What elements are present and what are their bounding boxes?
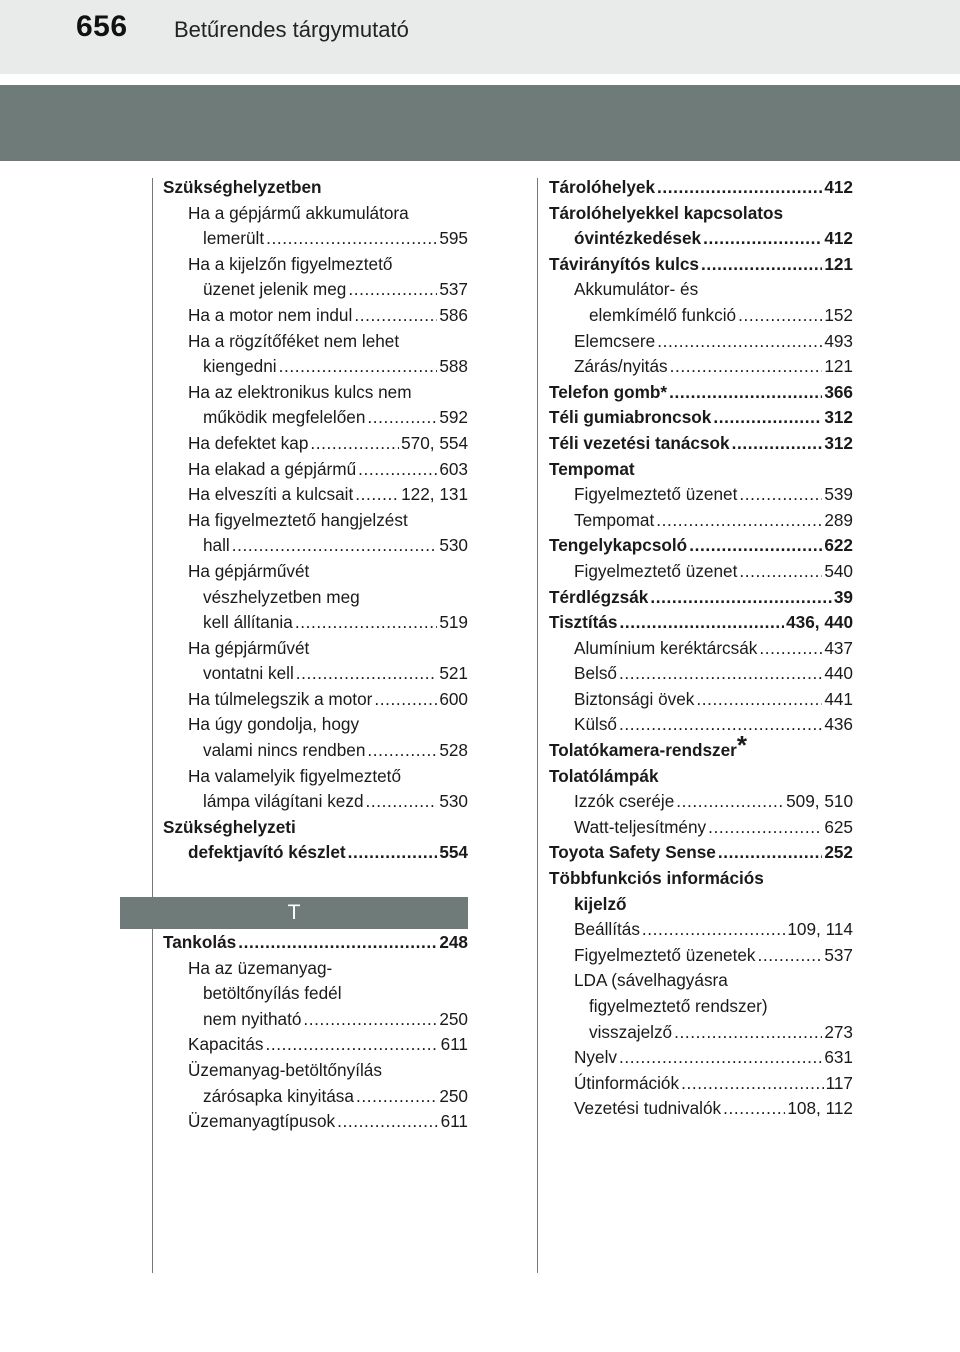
index-entry bbox=[163, 226, 468, 252]
page-reference: 441 bbox=[824, 688, 853, 709]
dot-leader bbox=[367, 738, 437, 764]
index-entry bbox=[163, 585, 468, 611]
index-term: Ha gépjárművét bbox=[188, 560, 310, 581]
index-entry bbox=[549, 1045, 853, 1071]
index-column-left-bottom bbox=[163, 930, 468, 1135]
dot-leader bbox=[295, 610, 438, 636]
index-term: működik megfelelően bbox=[203, 407, 366, 428]
dot-leader bbox=[759, 636, 822, 662]
page-reference: 631 bbox=[824, 1047, 853, 1068]
index-term: Ha az üzemanyag- bbox=[188, 957, 333, 978]
index-term: Tankolás bbox=[163, 932, 237, 952]
index-entry bbox=[549, 405, 853, 431]
page-reference: 117 bbox=[825, 1072, 853, 1093]
index-entry bbox=[163, 175, 468, 201]
index-entry bbox=[549, 303, 853, 329]
index-term: Figyelmeztető üzenet bbox=[574, 560, 738, 581]
index-column-left-top bbox=[163, 175, 468, 866]
index-term: Üzemanyagtípusok bbox=[188, 1111, 336, 1132]
page-reference: 39 bbox=[833, 586, 853, 607]
index-term: Alumínium keréktárcsák bbox=[574, 637, 758, 658]
index-entry bbox=[549, 661, 853, 687]
dot-leader bbox=[696, 687, 822, 713]
page-reference: 540 bbox=[824, 560, 853, 581]
index-entry bbox=[163, 252, 468, 278]
dot-leader bbox=[366, 789, 438, 815]
index-entry bbox=[163, 457, 468, 483]
index-term: vontatni kell bbox=[203, 663, 294, 684]
index-entry bbox=[549, 1020, 853, 1046]
page-reference: 121 bbox=[824, 253, 853, 274]
index-entry bbox=[163, 431, 468, 457]
index-entry bbox=[163, 1084, 468, 1110]
dot-leader bbox=[739, 559, 822, 585]
index-term: Vezetési tudnivalók bbox=[574, 1098, 722, 1119]
index-term: figyelmeztető rendszer) bbox=[589, 996, 768, 1016]
dot-leader bbox=[703, 226, 822, 252]
index-term: Térdlégzsák bbox=[549, 586, 649, 607]
index-term: Ha a gépjármű akkumulátora bbox=[188, 202, 409, 223]
dot-leader bbox=[358, 457, 437, 483]
index-entry bbox=[549, 277, 853, 303]
index-term: Ha figyelmeztető hangjelzést bbox=[188, 509, 408, 530]
dot-leader bbox=[337, 1109, 438, 1135]
page-reference: 312 bbox=[824, 432, 853, 453]
index-term: betöltőnyílás fedél bbox=[203, 983, 342, 1004]
index-entry bbox=[549, 610, 853, 636]
page-reference: 611 bbox=[440, 1111, 468, 1132]
index-entry bbox=[549, 585, 853, 611]
dot-leader bbox=[689, 533, 822, 559]
index-entry bbox=[549, 431, 853, 457]
index-entry bbox=[549, 840, 853, 866]
index-term: Szükséghelyzeti bbox=[163, 816, 296, 837]
index-entry bbox=[163, 789, 468, 815]
page-reference: 570, 554 bbox=[401, 432, 468, 453]
index-term: Tempomat bbox=[574, 509, 655, 530]
index-term: lámpa világítani kezd bbox=[203, 791, 364, 812]
index-entry bbox=[549, 1096, 853, 1122]
page-reference: 521 bbox=[439, 663, 468, 684]
column-divider-right bbox=[537, 178, 538, 1273]
dot-leader bbox=[619, 661, 822, 687]
index-term: visszajelző bbox=[589, 1021, 673, 1042]
page-reference: 108, 112 bbox=[787, 1098, 853, 1119]
column-divider-left bbox=[152, 178, 153, 1273]
index-entry bbox=[549, 917, 853, 943]
page-reference: 312 bbox=[824, 407, 853, 428]
index-entry bbox=[163, 840, 468, 866]
dot-leader bbox=[619, 712, 822, 738]
index-entry bbox=[549, 730, 853, 764]
page-reference: 437 bbox=[824, 637, 853, 658]
index-term: Telefon gomb* bbox=[549, 381, 668, 402]
index-entry bbox=[163, 661, 468, 687]
index-term: Biztonsági övek bbox=[574, 688, 695, 709]
dot-leader bbox=[265, 1032, 438, 1058]
index-term: LDA (sávelhagyásra bbox=[574, 970, 728, 991]
index-term: Tolatókamera-rendszer bbox=[549, 740, 737, 761]
index-entry bbox=[163, 559, 468, 585]
index-entry bbox=[549, 201, 853, 227]
index-entry bbox=[549, 994, 853, 1020]
index-term: nem nyitható bbox=[203, 1008, 302, 1029]
index-term: óvintézkedések bbox=[574, 228, 702, 249]
index-term: Ha gépjárművét bbox=[188, 637, 310, 658]
page-reference: 586 bbox=[439, 304, 468, 325]
index-term: Figyelmeztető üzenet bbox=[574, 484, 738, 505]
page-reference: 611 bbox=[440, 1034, 468, 1055]
dot-leader bbox=[310, 431, 399, 457]
dot-leader bbox=[367, 405, 437, 431]
index-term: Elemcsere bbox=[574, 330, 656, 351]
index-entry bbox=[549, 380, 853, 406]
index-term: Ha defektet kap bbox=[188, 432, 309, 453]
section-letter-bar: T bbox=[120, 897, 468, 929]
index-entry bbox=[163, 956, 468, 982]
index-entry bbox=[163, 764, 468, 790]
index-entry bbox=[163, 1032, 468, 1058]
index-term: elemkímélő funkció bbox=[589, 304, 737, 325]
index-entry bbox=[163, 636, 468, 662]
index-term: Téli vezetési tanácsok bbox=[549, 432, 730, 453]
index-term: üzenet jelenik meg bbox=[203, 279, 347, 300]
index-term: Tárolóhelyek bbox=[549, 177, 656, 197]
page-reference: 592 bbox=[439, 407, 468, 428]
index-entry bbox=[549, 175, 853, 201]
index-entry bbox=[549, 687, 853, 713]
dot-leader bbox=[354, 303, 437, 329]
dot-leader bbox=[713, 405, 822, 431]
index-entry bbox=[549, 329, 853, 355]
index-column-right bbox=[549, 175, 853, 1122]
index-entry bbox=[163, 303, 468, 329]
page-reference: 412 bbox=[824, 228, 853, 249]
index-entry bbox=[549, 482, 853, 508]
index-term: Tempomat bbox=[549, 458, 635, 479]
index-term: zárósapka kinyitása bbox=[203, 1085, 354, 1106]
index-entry bbox=[549, 892, 853, 918]
dot-leader bbox=[674, 1020, 822, 1046]
index-term: Ha a kijelzőn figyelmeztető bbox=[188, 253, 393, 274]
page-reference: 539 bbox=[824, 484, 853, 505]
index-entry bbox=[549, 1071, 853, 1097]
page-title: Betűrendes tárgymutató bbox=[174, 17, 409, 42]
footnote-star: * bbox=[736, 730, 747, 761]
dot-leader bbox=[356, 1084, 437, 1110]
index-term: Beállítás bbox=[574, 919, 640, 940]
index-term: Ha az elektronikus kulcs nem bbox=[188, 381, 412, 402]
page-reference: 273 bbox=[824, 1021, 853, 1042]
index-term: Tárolóhelyekkel kapcsolatos bbox=[549, 202, 784, 223]
index-term: Üzemanyag-betöltőnyílás bbox=[188, 1059, 382, 1080]
index-entry bbox=[163, 930, 468, 956]
index-term: Tolatólámpák bbox=[549, 765, 659, 786]
index-term: Ha túlmelegszik a motor bbox=[188, 688, 373, 709]
index-entry bbox=[163, 277, 468, 303]
page-reference: 554 bbox=[439, 842, 468, 863]
index-entry bbox=[549, 533, 853, 559]
page-header bbox=[0, 0, 960, 74]
index-term: Téli gumiabroncsok bbox=[549, 407, 712, 428]
page-reference: 509, 510 bbox=[786, 791, 853, 812]
index-entry bbox=[549, 636, 853, 662]
page-reference: 436, 440 bbox=[786, 612, 853, 633]
dot-leader bbox=[348, 840, 438, 866]
page-reference: 528 bbox=[439, 740, 468, 761]
page-reference: 412 bbox=[824, 177, 853, 197]
page-reference: 248 bbox=[439, 932, 468, 952]
index-term: Ha a motor nem indul bbox=[188, 304, 353, 325]
dot-leader bbox=[657, 329, 822, 355]
page-reference: 537 bbox=[439, 279, 468, 300]
index-term: kiengedni bbox=[203, 356, 277, 377]
page-reference: 493 bbox=[824, 330, 853, 351]
index-entry bbox=[163, 610, 468, 636]
dot-leader bbox=[232, 533, 438, 559]
dot-leader bbox=[739, 482, 822, 508]
index-term: Zárás/nyitás bbox=[574, 356, 668, 377]
page-reference: 603 bbox=[439, 458, 468, 479]
index-entry bbox=[549, 457, 853, 483]
index-entry bbox=[549, 789, 853, 815]
index-entry bbox=[163, 1058, 468, 1084]
index-term: Útinformációk bbox=[574, 1072, 680, 1093]
dot-leader bbox=[708, 815, 822, 841]
index-entry bbox=[163, 482, 468, 508]
index-entry bbox=[549, 354, 853, 380]
page-reference: 366 bbox=[824, 381, 853, 402]
page-reference: 530 bbox=[439, 535, 468, 556]
index-entry bbox=[163, 1007, 468, 1033]
dot-leader bbox=[718, 840, 822, 866]
index-entry bbox=[549, 508, 853, 534]
index-entry bbox=[549, 559, 853, 585]
dot-leader bbox=[738, 303, 822, 329]
index-entry bbox=[163, 981, 468, 1007]
index-entry bbox=[549, 712, 853, 738]
index-term: valami nincs rendben bbox=[203, 740, 366, 761]
page-reference: 122, 131 bbox=[401, 484, 468, 505]
index-term: Ha elveszíti a kulcsait bbox=[188, 484, 354, 505]
index-entry bbox=[163, 380, 468, 406]
index-entry bbox=[163, 354, 468, 380]
index-term: Toyota Safety Sense bbox=[549, 842, 716, 863]
index-entry bbox=[549, 943, 853, 969]
index-term: kell állítania bbox=[203, 612, 293, 633]
index-term: Többfunkciós információs bbox=[549, 868, 764, 889]
page-reference: 109, 114 bbox=[787, 919, 853, 940]
dot-leader bbox=[348, 277, 437, 303]
dot-leader bbox=[296, 661, 438, 687]
dot-leader bbox=[619, 610, 784, 636]
index-term: lemerült bbox=[203, 228, 265, 249]
page-reference: 436 bbox=[824, 714, 853, 735]
page-reference: 289 bbox=[824, 509, 853, 530]
dot-leader bbox=[374, 687, 437, 713]
index-entry bbox=[549, 968, 853, 994]
index-term: Belső bbox=[574, 663, 617, 684]
dot-leader bbox=[670, 354, 823, 380]
index-term: hall bbox=[203, 535, 230, 556]
dot-leader bbox=[669, 380, 822, 406]
index-term: Izzók cseréje bbox=[574, 791, 675, 812]
index-term: Szükséghelyzetben bbox=[163, 177, 322, 197]
index-entry bbox=[549, 866, 853, 892]
page-reference: 252 bbox=[824, 842, 853, 863]
index-entry bbox=[163, 1109, 468, 1135]
dot-leader bbox=[619, 1045, 822, 1071]
dot-leader bbox=[732, 431, 823, 457]
index-entry bbox=[163, 508, 468, 534]
index-term: Távirányítós kulcs bbox=[549, 253, 699, 274]
index-entry bbox=[163, 201, 468, 227]
dot-leader bbox=[657, 175, 822, 201]
index-term: Akkumulátor- és bbox=[574, 279, 699, 300]
index-term: vészhelyzetben meg bbox=[203, 586, 360, 607]
index-term: Ha úgy gondolja, hogy bbox=[188, 714, 360, 735]
header-band bbox=[0, 85, 960, 161]
page-number: 656 bbox=[76, 10, 128, 43]
index-entry bbox=[549, 815, 853, 841]
index-term: Nyelv bbox=[574, 1047, 617, 1068]
index-term: Kapacitás bbox=[188, 1034, 264, 1055]
index-entry bbox=[163, 738, 468, 764]
index-term: Tisztítás bbox=[549, 612, 618, 633]
page-reference: 152 bbox=[824, 304, 853, 325]
dot-leader bbox=[723, 1096, 785, 1122]
index-entry bbox=[163, 533, 468, 559]
page-reference: 588 bbox=[439, 356, 468, 377]
page-reference: 250 bbox=[439, 1085, 468, 1106]
dot-leader bbox=[701, 252, 822, 278]
dot-leader bbox=[266, 226, 437, 252]
index-term: Ha a rögzítőféket nem lehet bbox=[188, 330, 400, 351]
dot-leader bbox=[355, 482, 399, 508]
page-reference: 595 bbox=[439, 228, 468, 249]
dot-leader bbox=[303, 1007, 437, 1033]
page-reference: 622 bbox=[824, 535, 853, 556]
index-entry bbox=[549, 226, 853, 252]
index-term: Watt-teljesítmény bbox=[574, 816, 707, 837]
page-reference: 537 bbox=[824, 944, 853, 965]
page-reference: 625 bbox=[824, 816, 853, 837]
index-term: kijelző bbox=[574, 893, 627, 914]
page-reference: 250 bbox=[439, 1008, 468, 1029]
index-term: Figyelmeztető üzenetek bbox=[574, 944, 756, 965]
page-reference: 121 bbox=[824, 356, 853, 377]
dot-leader bbox=[642, 917, 785, 943]
index-entry bbox=[163, 405, 468, 431]
index-entry bbox=[549, 764, 853, 790]
index-entry bbox=[549, 252, 853, 278]
index-term: Tengelykapcsoló bbox=[549, 535, 688, 556]
dot-leader bbox=[279, 354, 438, 380]
index-entry bbox=[163, 815, 468, 841]
dot-leader bbox=[650, 585, 832, 611]
index-term: defektjavító készlet bbox=[188, 842, 346, 863]
page-reference: 530 bbox=[439, 791, 468, 812]
page-reference: 600 bbox=[439, 688, 468, 709]
dot-leader bbox=[681, 1071, 824, 1097]
dot-leader bbox=[676, 789, 784, 815]
index-entry bbox=[163, 329, 468, 355]
index-entry bbox=[163, 712, 468, 738]
dot-leader bbox=[758, 943, 823, 969]
page-reference: 519 bbox=[439, 612, 468, 633]
index-entry bbox=[163, 687, 468, 713]
page-reference: 440 bbox=[824, 663, 853, 684]
dot-leader bbox=[238, 930, 437, 956]
index-term: Külső bbox=[574, 714, 617, 735]
dot-leader bbox=[656, 508, 822, 534]
index-term: Ha valamelyik figyelmeztető bbox=[188, 765, 402, 786]
index-term: Ha elakad a gépjármű bbox=[188, 458, 357, 479]
